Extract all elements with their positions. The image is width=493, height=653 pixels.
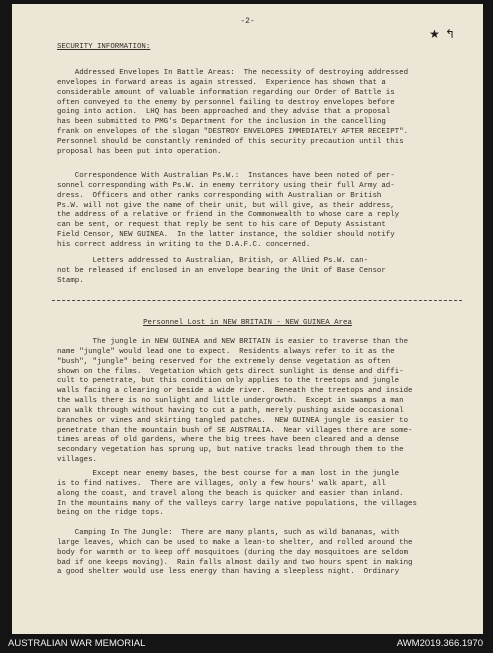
section-divider xyxy=(52,300,462,301)
jungle-traverse-paragraph: The jungle in NEW GUINEA and NEW BRITAIN is easier to traverse than the name "jungle" would lead one to expect. Residents always refer to it as the "bush", "jungle" being reserved for the extremely dense vegetation as often shown on the films. Vegetation which gets direct sunlight is dense and diffi- cult to penetrate, but this condition only applies to the treetops and jungle walls facing a clearing or beside a wide river. Beneath the treetops and inside the walls there is no sunlight and little undergrowth. Except in swamps a man can walk through without having to cut a path, merely pushing aside occasional branches or vines and skirting tangled patches. NEW GUINEA jungle is easier to penetrate than the mountain bush of SE AUSTRALIA. Near villages there are some- times areas of old gardens, where the big trees have been cleared and a dense secondary vegetation has sprung up, but native tracks lead through them to the villages. xyxy=(57,338,413,465)
security-heading: SECURITY INFORMATION: xyxy=(57,43,151,51)
footer-accession-number: AWM2019.366.1970 xyxy=(396,638,483,649)
document-page xyxy=(12,4,483,634)
correspondence-paragraph: Correspondence With Australian Ps.W.: Instances have been noted of per- sonnel corresponding with Ps.W. in enemy territory using their full Army ad- dress. Officers and other ranks corresponding with Australian or British Ps.W. will not give the name of their unit, but will give, as their address, the address of a relative or friend in the Commonwealth to whose care a reply can be sent, or request that reply be sent to his care of Deputy Assistant Field Censor, NEW GUINEA. In the latter instance, the soldier should notify his correct address in writing to the D.A.F.C. concerned. xyxy=(57,172,400,249)
addressed-envelopes-paragraph: Addressed Envelopes In Battle Areas: The necessity of destroying addressed envelopes in forward areas is again stressed. Experience has shown that a considerable amount of valuable information regarding our Order of Battle is often conveyed to the enemy by personnel failing to destroy envelopes before going into action. LHQ has been approached and they advise that a proposal has been submitted to PMG's Department for the inclusion in the cancelling frank on envelopes of the slogan "DESTROY ENVELOPES IMMEDIATELY AFTER RECEIPT". Personnel should be constantly reminded of this security precaution until this proposal has been put into operation. xyxy=(57,69,409,156)
arrow-mark-icon: ↰ xyxy=(444,27,455,41)
jungle-heading: Personnel Lost in NEW BRITAIN - NEW GUINEA Area xyxy=(143,319,352,327)
corner-marks xyxy=(424,28,455,40)
footer-institution: AUSTRALIAN WAR MEMORIAL xyxy=(8,638,146,649)
find-natives-paragraph: Except near enemy bases, the best course for a man lost in the jungle is to find natives. There are villages, only a few hours' walk apart, all along the coast, and travel along the beach is quicker and easier than inland. In the mountains many of the valleys carry large native populations, the villages being on the ridge tops. xyxy=(57,470,417,518)
page-number: -2- xyxy=(240,17,255,26)
camping-paragraph: Camping In The Jungle: There are many plants, such as wild bananas, with large leaves, which can be used to make a lean-to shelter, and rolled around the body for warmth or to keep off mosquitoes (during the day mosquitoes are seldom bad if one keeps moving). Rain falls almost daily and two hours spent in making a good shelter would use less energy than having a sleepless night. Ordinary xyxy=(57,529,413,577)
archive-footer xyxy=(0,634,493,653)
star-mark-icon: ★ xyxy=(429,27,440,41)
letters-paragraph: Letters addressed to Australian, British, or Allied Ps.W. can- not be released if enclosed in an envelope bearing the Unit of Base Censor Stamp. xyxy=(57,257,386,285)
